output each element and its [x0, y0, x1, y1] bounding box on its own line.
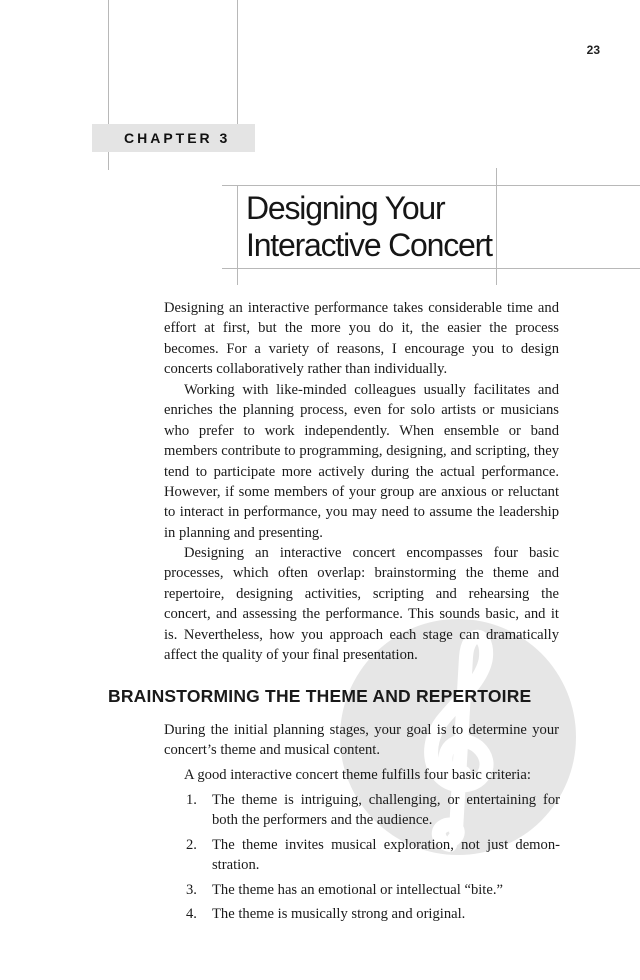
- rule-vertical-chapter: [237, 0, 238, 124]
- intro-paragraph-2: Working with like-minded colleagues usually facilitates and enriches the planning process, even for solo artists or musicians who prefer to work independently. When ensemble or band members contribute to programming, designing, and scripting, they tend to participate more actively during the actual performance. However, if some members of your group are anxious or reluctant to interact in performance, you may need to assume the leadership in planning and presenting.: [164, 382, 559, 541]
- chapter-title-line-1: Designing Your: [246, 190, 445, 226]
- intro-paragraph-3: Designing an interactive concert encompasses four basic processes, which often overlap: brainstorming the theme and repertoire, designing activities, scripting and rehearsing the concert, and assessing the performance. This sounds basic, and it is. Nevertheless, how you approach each stage can dramatically affect the quality of your final presentation.: [164, 545, 559, 664]
- chapter-title: [246, 190, 506, 264]
- section-paragraph-2: A good interactive concert theme fulfills four basic criteria:: [184, 767, 531, 783]
- list-item-text: The theme has an emotional or intellectual “bite.”: [212, 881, 503, 898]
- list-item-number: 4.: [186, 906, 197, 923]
- section-paragraph-1: During the initial planning stages, your goal is to determine your concert’s theme and musical content.: [164, 722, 559, 759]
- list-item-number: 1.: [186, 792, 197, 808]
- rule-title-left: [237, 185, 238, 285]
- chapter-title-line-2: Interactive Concert: [246, 227, 492, 263]
- chapter-label: CHAPTER 3: [124, 130, 231, 146]
- section-heading: BRAINSTORMING THE THEME AND REPERTOIRE: [108, 686, 532, 706]
- intro-paragraph-1: Designing an interactive performance takes considerable time and effort at first, but the more you do it, the easier the process becomes. For a variety of reasons, I encourage you to design concerts collaboratively rather than individually.: [164, 300, 559, 378]
- list-item-text: The theme invites musical exploration, not just demonstration.: [212, 836, 560, 874]
- rule-title-bottom: [222, 268, 640, 269]
- list-item: [186, 880, 560, 900]
- list-item-text: The theme is intriguing, challenging, or entertaining for both the performers and the audience.: [212, 792, 560, 829]
- list-item: [186, 835, 560, 876]
- criteria-list: [186, 790, 560, 928]
- list-item-number: 2.: [186, 836, 197, 853]
- page-number: 23: [586, 43, 600, 57]
- rule-title-top: [222, 185, 640, 186]
- list-item-number: 3.: [186, 881, 197, 898]
- list-item-text: The theme is musically strong and original.: [212, 906, 466, 923]
- list-item: [186, 790, 560, 831]
- list-item: [186, 904, 560, 924]
